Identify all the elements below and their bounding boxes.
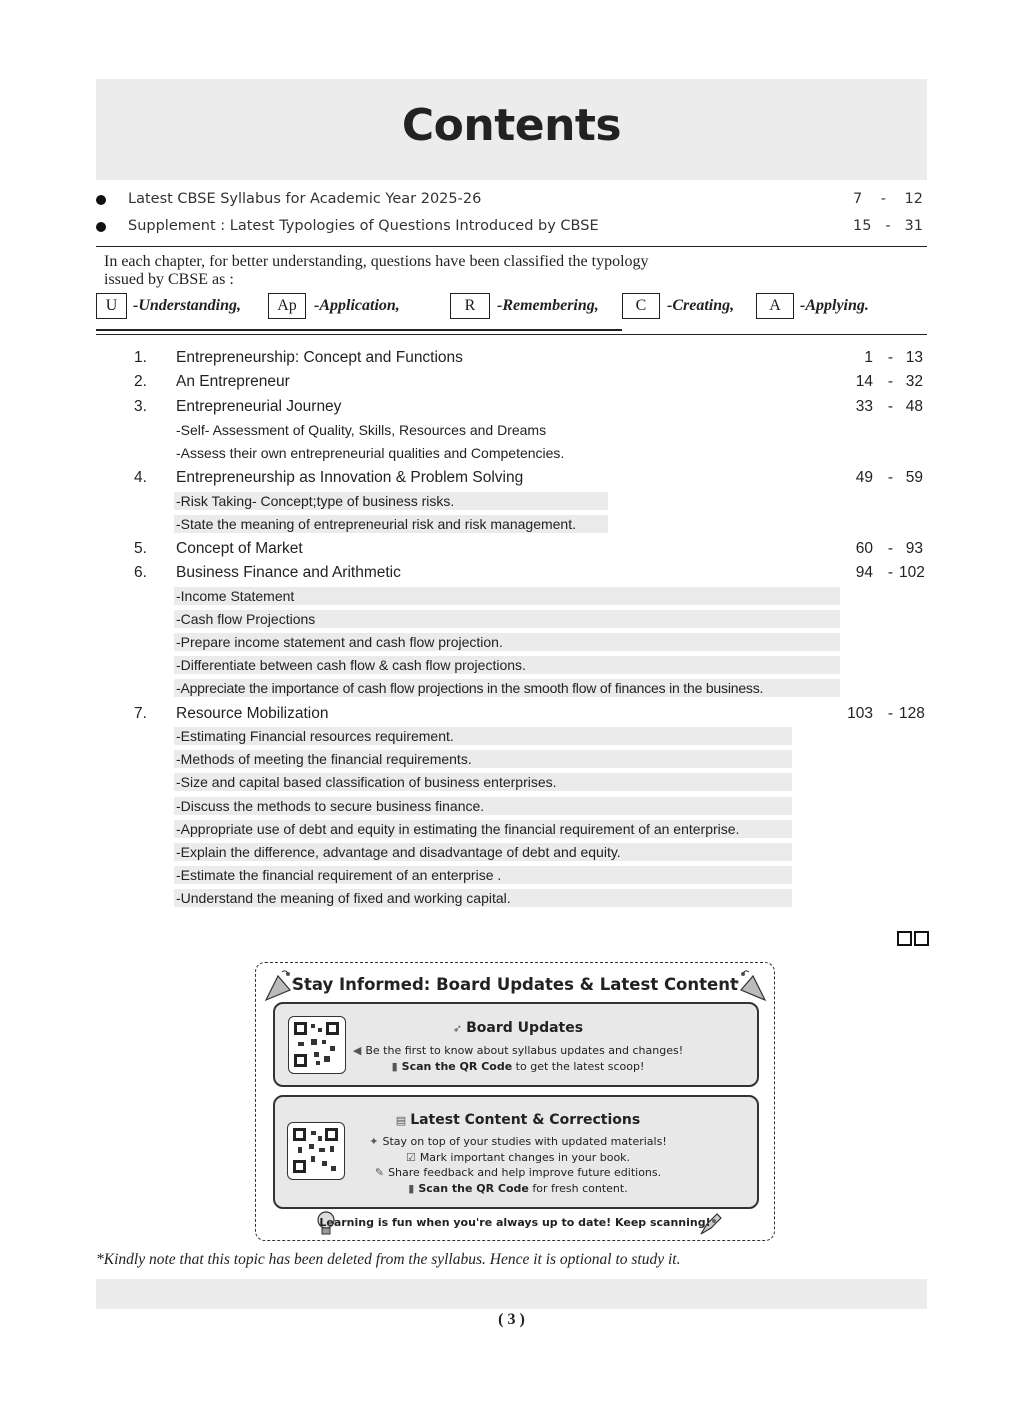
prelim-label: Latest CBSE Syllabus for Academic Year 2025-26 (128, 191, 482, 207)
bullet-icon (96, 222, 106, 232)
chapter-number: 2. (134, 373, 147, 390)
promo-heading: Stay Informed: Board Updates & Latest Content (292, 975, 738, 994)
phone-icon: ▮ (391, 1060, 398, 1073)
prelim-pages (853, 218, 923, 234)
subtopic: -Estimate the financial requirement of an enterprise . (174, 866, 792, 884)
phone-icon: ▮ (408, 1182, 415, 1195)
page-to: 12 (904, 191, 923, 207)
page-from: 1 (864, 349, 873, 366)
panel-title (275, 1020, 761, 1036)
subtopic: -Income Statement (174, 587, 840, 605)
rocket-icon: ➶ (452, 1022, 463, 1035)
prelim-label: Supplement : Latest Typologies of Questions Introduced by CBSE (128, 218, 599, 234)
page-from: 14 (855, 373, 873, 390)
typology-label: -Application, (314, 297, 400, 314)
end-marks (897, 930, 931, 951)
typology-code-box: C (622, 293, 660, 319)
chapter-number: 1. (134, 349, 147, 366)
panel-text: to get the latest scoop! (512, 1060, 645, 1073)
chapter-number: 4. (134, 469, 147, 486)
page-dash: - (887, 469, 893, 486)
chapter-row[interactable] (96, 562, 927, 586)
subtopic: -Cash flow Projections (174, 610, 840, 628)
subtopic: -Self- Assessment of Quality, Skills, Resources and Dreams (176, 422, 547, 438)
page-to: 48 (905, 398, 923, 415)
prelim-pages (853, 191, 923, 207)
page-to: 128 (899, 705, 925, 722)
megaphone-icon: ◀ (352, 1044, 362, 1057)
subtopic: -Explain the difference, advantage and disadvantage of debt and equity. (174, 843, 792, 861)
chapter-number: 7. (134, 705, 147, 722)
latest-content-title: Latest Content & Corrections (410, 1112, 641, 1128)
panel-text: Stay on top of your studies with updated materials! (382, 1135, 667, 1148)
page-dash: - (887, 564, 893, 581)
page-to: 13 (905, 349, 923, 366)
page-from: 94 (855, 564, 873, 581)
subtopic: -Appreciate the importance of cash flow projections in the smooth flow of finances in the business. (174, 679, 840, 697)
page-dash: - (887, 540, 893, 557)
page-dash: - (880, 191, 886, 207)
square-icon (914, 931, 929, 946)
typology-label: -Understanding, (133, 297, 242, 314)
subtopic: -Estimating Financial resources requirement. (174, 727, 792, 745)
board-updates-title: Board Updates (466, 1020, 584, 1036)
chapter-row[interactable] (96, 371, 927, 395)
panel-title (275, 1112, 761, 1128)
chapter-row[interactable] (96, 538, 927, 562)
typology-label: -Applying. (800, 297, 869, 314)
page-from: 49 (855, 469, 873, 486)
panel-text-bold: Scan the QR Code (401, 1060, 513, 1073)
page-dash: - (887, 373, 893, 390)
chapter-title: Concept of Market (176, 540, 303, 557)
chapter-number: 5. (134, 540, 147, 557)
chapter-title: An Entrepreneur (176, 373, 290, 390)
chapter-title: Entrepreneurial Journey (176, 398, 342, 415)
subtopic: -Appropriate use of debt and equity in estimating the financial requirement of an enterprise. (174, 820, 792, 838)
subtopic: -Differentiate between cash flow & cash flow projections. (174, 656, 840, 674)
subtopic: -Risk Taking- Concept;type of business risks. (174, 492, 608, 510)
subtopic: -Assess their own entrepreneurial qualities and Competencies. (176, 445, 565, 461)
page-to: 31 (904, 218, 923, 234)
deleted-topic-note: *Kindly note that this topic has been deleted from the syllabus. Hence it is optional to study it. (96, 1251, 681, 1268)
sparkles-icon: ✦ (369, 1135, 379, 1148)
panel-line (275, 1166, 761, 1179)
page-from: 15 (853, 218, 872, 234)
panel-line (275, 1060, 761, 1073)
books-icon: ▤ (395, 1114, 407, 1127)
panel-text: Be the first to know about syllabus updates and changes! (365, 1044, 684, 1057)
panel-line (275, 1044, 761, 1057)
panel-line (275, 1135, 761, 1148)
board-updates-panel[interactable] (273, 1002, 759, 1087)
chapter-title: Resource Mobilization (176, 705, 329, 722)
subtopic: -Discuss the methods to secure business finance. (174, 797, 792, 815)
memo-icon: ✎ (374, 1166, 385, 1179)
subtopic: -Understand the meaning of fixed and working capital. (174, 889, 792, 907)
check-icon: ☑ (405, 1151, 416, 1164)
page-from: 103 (847, 705, 873, 722)
page-to: 59 (905, 469, 923, 486)
typology-code-box: R (450, 293, 490, 319)
panel-line (275, 1151, 761, 1164)
panel-text: Share feedback and help improve future editions. (388, 1166, 662, 1179)
bullet-icon (96, 195, 106, 205)
page-number: ( 3 ) (498, 1311, 525, 1328)
subtopic: -Methods of meeting the financial requirements. (174, 750, 792, 768)
page-to: 102 (899, 564, 925, 581)
page-dash: - (887, 398, 893, 415)
page-title: Contents (401, 100, 622, 151)
divider-accent (96, 329, 622, 331)
page-to: 93 (905, 540, 923, 557)
typology-label: -Remembering, (497, 297, 599, 314)
subtopic: -State the meaning of entrepreneurial risk and risk management. (174, 515, 608, 533)
chapter-title: Entrepreneurship: Concept and Functions (176, 349, 463, 366)
panel-text: for fresh content. (528, 1182, 628, 1195)
promo-footer: Learning is fun when you're always up to date! Keep scanning! (319, 1216, 711, 1229)
chapter-title: Business Finance and Arithmetic (176, 564, 401, 581)
typology-code-box: A (756, 293, 794, 319)
page-dash: - (885, 218, 891, 234)
subtopic: -Prepare income statement and cash flow projection. (174, 633, 840, 651)
chapter-number: 6. (134, 564, 147, 581)
typology-intro: In each chapter, for better understanding, questions have been classified the typology issued by CBSE as : (104, 253, 649, 288)
panel-text: Mark important changes in your book. (419, 1151, 631, 1164)
page-from: 33 (855, 398, 873, 415)
page-from: 7 (853, 191, 863, 207)
page-to: 32 (905, 373, 923, 390)
subtopic: -Size and capital based classification of business enterprises. (174, 773, 792, 791)
chapter-row[interactable] (96, 467, 927, 491)
page-from: 60 (855, 540, 873, 557)
prelim-row[interactable] (96, 216, 927, 242)
chapter-title: Entrepreneurship as Innovation & Problem Solving (176, 469, 524, 486)
footer-band (96, 1279, 927, 1309)
typology-code-box: U (96, 293, 127, 319)
typology-code-box: Ap (268, 293, 306, 319)
chapter-number: 3. (134, 398, 147, 415)
square-icon (897, 931, 912, 946)
page-dash: - (887, 705, 893, 722)
chapter-row[interactable] (96, 703, 927, 727)
panel-text-bold: Scan the QR Code (418, 1182, 529, 1195)
prelim-row[interactable] (96, 189, 927, 215)
panel-line (275, 1182, 761, 1195)
divider (96, 246, 927, 247)
chapter-row[interactable] (96, 347, 927, 371)
divider (96, 334, 927, 335)
latest-content-panel[interactable] (273, 1095, 759, 1209)
chapter-row[interactable] (96, 396, 927, 420)
typology-label: -Creating, (667, 297, 735, 314)
page-dash: - (887, 349, 893, 366)
